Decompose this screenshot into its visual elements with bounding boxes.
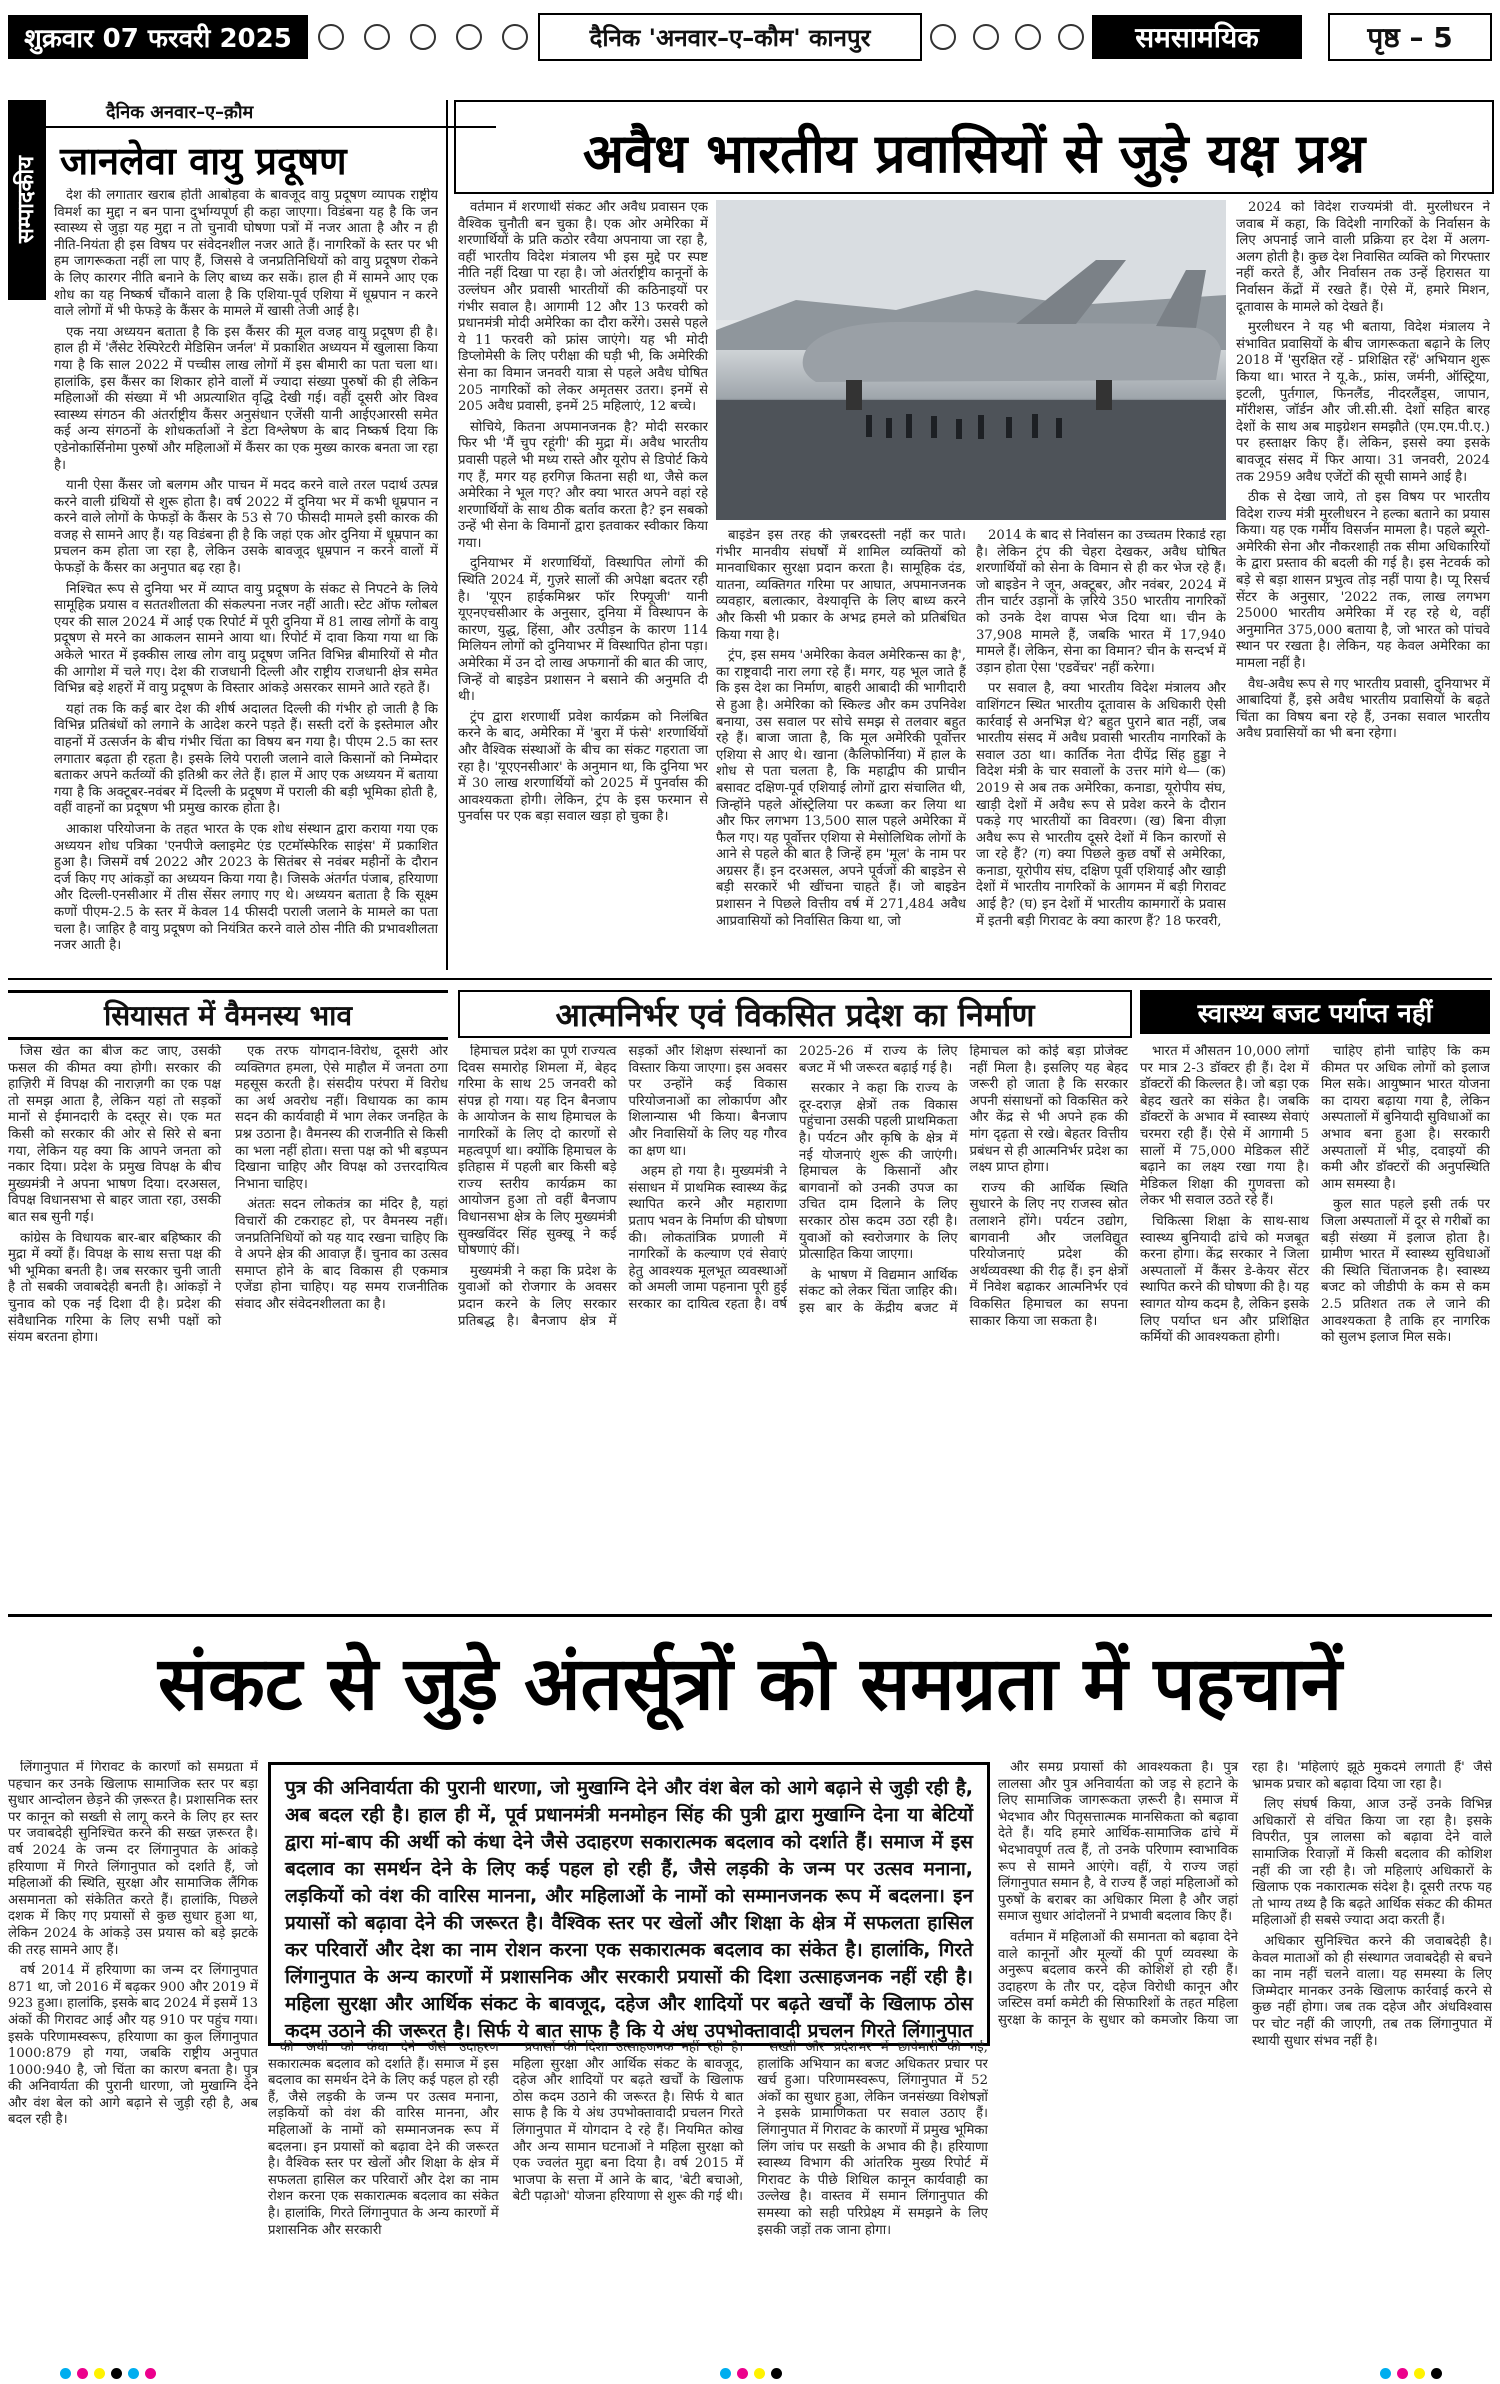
story4-body: भारत में औसतन 10,000 लोगों पर मात्र 2-3 डॉक्टर ही हैं। देश में डॉक्टरों की किल्लत है। जो बड़ा एक बेहद खतरे का संकेत है। जबकि डॉक्टरों के अभाव में स्वास्थ्य सेवाएं चरमरा रही हैं। ऐसे में आगामी 5 सालों में 75,000 मेडिकल सीटें बढ़ाने का लक्ष्य रखा गया है। मेडिकल शिक्षा की गुणवत्ता को लेकर भी सवाल उठते रहे हैं। चिकित्सा शिक्षा के साथ-साथ स्वास्थ्य बुनियादी ढांचे को मजबूत करना होगा। केंद्र सरकार ने जिला अस्पतालों में कैंसर डे-केयर सेंटर स्थापित करने की घोषणा की है। यह स्वागत योग्य कदम है, लेकिन इसके लिए पर्याप्त धन और प्रशिक्षित कर्मियों की आवश्यकता होगी। चाहिए होनी चाहिए कि कम कीमत पर अधिक लोगों को इलाज मिल सके। आयुष्मान भारत योजना का दायरा बढ़ाया गया है, लेकिन अस्पतालों में बुनियादी सुविधाओं का अभाव बना हुआ है। सरकारी अस्पतालों में भीड़, दवाइयों की कमी और डॉक्टरों की अनुपस्थिति आम समस्या है। कुल सात पहले इसी तर्क पर जिला अस्पतालों में दूर से गरीबों का बड़ी संख्या में इलाज होता है। ग्रामीण भारत में स्वास्थ्य सुविधाओं की स्थिति चिंताजनक है। स्वास्थ्य बजट को जीडीपी के कम से कम 2.5 प्रतिशत तक ले जाने की आवश्यकता है ताकि हर नागरिक को सुलभ इलाज मिल सके।	[1140, 1044, 1490, 1346]
feature-right-columns: और समग्र प्रयासों की आवश्यकता है। पुत्र लालसा और पुत्र अनिवार्यता को जड़ से हटाने के लिए सामाजिक जागरूकता ज़रूरी है। समाज में भेदभाव और पितृसत्तात्मक मानसिकता को बढ़ावा देते हैं। यदि हमारे आर्थिक-सामाजिक ढांचे में भेदभावपूर्ण तत्व हैं, तो उनके परिणाम स्वाभाविक रूप से सामने आएंगे। वहीं, ये राज्य जहां लिंगानुपात समान है, वे राज्य हैं जहां महिलाओं को पुरुषों के बराबर का अधिकार मिला है और जहां समाज सुधार आंदोलनों ने प्रभावी बदलाव किए हैं। वर्तमान में महिलाओं की समानता को बढ़ावा देने वाले कानूनों और मूल्यों की पूर्ण व्यवस्था के अनुरूप बदलाव करने की कोशिशें हो रही हैं। उदाहरण के तौर पर, दहेज विरोधी कानून और जस्टिस वर्मा कमेटी की सिफारिशों के तहत महिला सुरक्षा के कानून के सुधार को कमजोर किया जा रहा है। 'महिलाएं झूठे मुकदमे लगाती हैं' जैसे भ्रामक प्रचार को बढ़ावा दिया जा रहा है। लिए संघर्ष किया, आज उन्हें उनके विभिन्न अधिकारों से वंचित किया जा रहा है। इसके विपरीत, पुत्र लालसा को बढ़ावा देने वाले सामाजिक रिवाज़ों में किसी बदलाव की कोशिश नहीं की जा रही है। जो महिलाएं अधिकारों के खिलाफ एक नकारात्मक संदेश है। दूसरी तरफ यह तो भाग्य तथ्य है कि बढ़ते आर्थिक संकट की कीमत महिलाओं ही सबसे ज्यादा अदा करती हैं। अधिकार सुनिश्चित करने की जवाबदेही है। केवल माताओं को ही संस्थागत जवाबदेही से बचने का नाम नहीं चलने वाला। यह समस्या के लिए जिम्मेदार मानकर उनके खिलाफ कार्रवाई करने से कुछ नहीं होगा। जब तक दहेज और अंधविश्वास पर चोट नहीं की जाएगी, तब तक लिंगानुपात में स्थायी सुधार संभव नहीं है।	[998, 1760, 1492, 2049]
editorial-body: देश की लगातार खराब होती आबोहवा के बावजूद वायु प्रदूषण व्यापक राष्ट्रीय विमर्श का मुद्दा न बन पाना दुर्भाग्यपूर्ण ही कहा जाएगा। विडंबना यह है कि जन स्वास्थ्य से जुड़ा यह मुद्दा न तो चुनावी घोषणा पत्रों में नजर आता है और न ही नीति-नियंता ही इस विषय पर संवेदनशील नजर आते हैं। नागरिकों के स्तर पर भी हम जागरूकता नहीं ला पाए हैं, जिससे वे जनप्रतिनिधियों को वायु प्रदूषण रोकने के लिए कारगर नीति बनाने के लिए बाध्य कर सकें। हाल ही में सामने आए एक शोध का यह निष्कर्ष चौंकाने वाला है कि एशिया-पूर्व एशिया में धूम्रपान न करने वाले लोगों में भी फेफड़े के कैंसर के मामले में खासी तेजी आई है। एक नया अध्ययन बताता है कि इस कैंसर की मूल वजह वायु प्रदूषण ही है। हाल ही में 'लैंसेट रेस्पिरेटरी मेडिसिन जर्नल' में प्रकाशित अध्ययन में खुलासा किया गया है कि साल 2022 में पच्चीस लाख लोगों में इस बीमारी का पता चला था। हालांकि, इस कैंसर का शिकार होने वालों में ज्यादा संख्या पुरुषों की ही लेकिन महिलाओं की संख्या में भी अप्रत्याशित वृद्धि देखी गई। वहीं दूसरी ओर विश्व स्वास्थ्य संगठन की अंतर्राष्ट्रीय कैंसर अनुसंधान एजेंसी यानी आईएआरसी समेत कई अन्य संगठनों के शोधकर्ताओं ने डेटा विश्लेषण के बाद निष्कर्ष दिया कि एडेनोकार्सिनोमा पुरुषों और महिलाओं में कैंसर का एक मुख्य कारक बनता जा रहा है। यानी ऐसा कैंसर जो बलगम और पाचन में मदद करने वाले तरल पदार्थ उत्पन्न करने वाली ग्रंथियों से शुरू होता है। वर्ष 2022 में दुनिया भर में कभी धूम्रपान न करने वाले लोगों के फेफड़ों के कैंसर के 53 से 70 फीसदी मामले इसी कारक की वजह से सामने आए हैं। यह विडंबना ही है कि जहां एक ओर दुनिया में धूम्रपान का प्रचलन कम होता जा रहा है, लेकिन उसके बावजूद धूम्रपान न करने वालों में फेफड़ों के कैंसर का अनुपात बढ़ रहा है। निश्चित रूप से दुनिया भर में व्याप्त वायु प्रदूषण के संकट से निपटने के लिये सामूहिक प्रयास व सततशीलता की संकल्पना नजर नहीं आती। स्टेट ऑफ ग्लोबल एयर की साल 2024 में आई एक रिपोर्ट में पूरी दुनिया में 81 लाख लोगों के वायु प्रदूषण से मरने का आकलन सामने आया था। रिपोर्ट में दावा किया गया था कि अकेले भारत में इक्कीस लाख लोग वायु प्रदूषण जनित विभिन्न बीमारियों से मौत की आगोश में चले गए। देश की राजधानी दिल्ली और राष्ट्रीय राजधानी क्षेत्र समेत विभिन्न बड़े शहरों में वायु प्रदूषण के विस्तार आंकड़े असरकर सामने आते रहते हैं। यहां तक कि कई बार देश की शीर्ष अदालत दिल्ली की गंभीर हो जाती है कि विभिन्न प्रतिबंधों को लगाने के आदेश करने पड़ते हैं। सस्ती दरों के इस्तेमाल और वाहनों में उत्सर्जन के बीच गंभीर चिंता का विषय बन गया है। पीएम 2.5 का स्तर लगातार बढ़ता ही रहता है। इसके लिये पराली जलाने वाले किसानों को निम्मेदार बताकर अपने कर्तव्यों की इतिश्री कर लेते हैं। हाल में आए एक अध्ययन में बताया गया है कि अक्टूबर-नवंबर में दिल्ली के प्रदूषण में पराली की बड़ी भूमिका होती है, वहीं वाहनों का प्रदूषण भी प्रमुख कारक होता है। आकाश परियोजना के तहत भारत के एक शोध संस्थान द्वारा कराया गया एक अध्ययन शोध पत्रिका 'एनपीजे क्लाइमेट एंड एटमॉस्फेरिक साइंस' में प्रकाशित हुआ है। जिसमें वर्ष 2022 और 2023 के सितंबर से नवंबर महीनों के दौरान दर्ज किए गए आंकड़ों का अध्ययन किया गया है। जिसके अंतर्गत पंजाब, हरियाणा और दिल्ली-एनसीआर में तीस सेंसर लगाए गए थे। अध्ययन बताता है कि सूक्ष्म कणों पीएम-2.5 के स्तर में केवल 14 फीसदी पराली जलाने के मामले का पता चला है। जाहिर है वायु प्रदूषण को नियंत्रित करने वाले ठोस नीति की प्रभावशीलता नजर आती है।	[54, 188, 438, 954]
page-number: पृष्ठ – 5	[1328, 13, 1492, 61]
pull-quote: पुत्र की अनिवार्यता की पुरानी धारणा, जो मुखाग्नि देने और वंश बेल को आगे बढ़ाने से जुड़ी रही है, अब बदल रही है। हाल ही में, पूर्व प्रधानमंत्री मनमोहन सिंह की पुत्री द्वारा मुखाग्नि देना या बेटियों द्वारा मां-बाप की अर्थी को कंधा देने जैसे उदाहरण सकारात्मक बदलाव को दर्शाते हैं। समाज में इस बदलाव का समर्थन देने के लिए कई पहल हो रही हैं, जैसे लड़की के जन्म पर उत्सव मनाना, लड़कियों को वंश की वारिस मानना, और महिलाओं के नामों को सम्मानजनक रूप में बदलना। इन प्रयासों को बढ़ावा देने की जरूरत है। वैश्विक स्तर पर खेलों और शिक्षा के क्षेत्र में सफलता हासिल कर परिवारों और देश का नाम रोशन करना एक सकारात्मक बदलाव का संकेत है। हालांकि, गिरते लिंगानुपात के अन्य कारणों में प्रशासनिक और सरकारी प्रयासों की दिशा उत्साहजनक नहीं रही है। महिला सुरक्षा और आर्थिक संकट के बावजूद, दहेज और शादियों पर बढ़ते खर्चों के खिलाफ ठोस कदम उठाने की जरूरत है। सिर्फ ये बात साफ है कि ये अंध उपभोक्तावादी प्रचलन गिरते लिंगानुपात	[268, 1762, 990, 2046]
aircraft-photo	[716, 200, 1226, 520]
section-name: समसामयिक	[1092, 15, 1302, 59]
editorial-tag: सम्पादकीय	[8, 100, 46, 300]
feature-headline: संकट से जुड़े अंतर्सूत्रों को समग्रता में पहचानें	[158, 1641, 1342, 1727]
story3-body: हिमाचल प्रदेश का पूर्ण राज्यत्व दिवस समारोह शिमला में, बेहद गरिमा के साथ 25 जनवरी को संपन्न हो गया। यह दिन बैनजाप के आयोजन के साथ हिमाचल के नागरिकों के लिए दो कारणों से महत्वपूर्ण था। क्योंकि हिमाचल के इतिहास में पहली बार किसी बड़े राज्य स्तरीय कार्यक्रम का आयोजन हुआ तो वहीं बैनजाप विधानसभा क्षेत्र के लिए मुख्यमंत्री सुक्खविंदर सिंह सुक्खू ने कई घोषणाएं कीं। मुख्यमंत्री ने कहा कि प्रदेश के युवाओं को रोजगार के अवसर प्रदान करने के लिए सरकार प्रतिबद्ध है। बैनजाप क्षेत्र में सड़कों और शिक्षण संस्थानों का विस्तार किया जाएगा। इस अवसर पर उन्होंने कई विकास परियोजनाओं का लोकार्पण और शिलान्यास भी किया। बैनजाप और निवासियों के लिए यह गौरव का क्षण था। अहम हो गया है। मुख्यमंत्री ने संसाधन में प्राथमिक स्वास्थ्य केंद्र स्थापित करने और महाराणा प्रताप भवन के निर्माण की घोषणा की। लोकतांत्रिक प्रणाली में नागरिकों के कल्याण एवं सेवाएं हेतु आवश्यक मूलभूत व्यवस्थाओं को अमली जामा पहनाना पूरी हुई सरकार का दायित्व रहता है। वर्ष 2025-26 में राज्य के लिए बजट में भी जरूरत बढ़ाई गई है। सरकार ने कहा कि राज्य के दूर-दराज़ क्षेत्रों तक विकास पहुंचाना उसकी पहली प्राथमिकता है। पर्यटन और कृषि के क्षेत्र में नई योजनाएं शुरू की जाएंगी। हिमाचल के किसानों और बागवानों को उनकी उपज का उचित दाम दिलाने के लिए सरकार ठोस कदम उठा रही है। युवाओं को स्वरोजगार के लिए प्रोत्साहित किया जाएगा। के भाषण में विद्यमान आर्थिक संकट को लेकर चिंता जाहिर की। इस बार के केंद्रीय बजट में हिमाचल को कोई बड़ा प्रोजेक्ट नहीं मिला है। इसलिए यह बेहद जरूरी हो जाता है कि सरकार अपनी संसाधनों को विकसित करे और केंद्र से भी अपने हक की मांग दृढ़ता से रखे। बेहतर वित्तीय प्रबंधन से ही आत्मनिर्भर प्रदेश का लक्ष्य प्राप्त होगा। राज्य की आर्थिक स्थिति सुधारने के लिए नए राजस्व स्रोत तलाशने होंगे। पर्यटन उद्योग, बागवानी और जलविद्युत परियोजनाएं प्रदेश की अर्थव्यवस्था की रीढ़ हैं। इन क्षेत्रों में निवेश बढ़ाकर आत्मनिर्भर एवं विकसित हिमाचल का सपना साकार किया जा सकता है।	[458, 1044, 1128, 1329]
lead-column-4: 2024 को विदेश राज्यमंत्री वी. मुरलीधरन ने जवाब में कहा, कि विदेशी नागरिकों के निर्वासन के लिए अपनाई जाने वाली प्रक्रिया हर देश में अलग-अलग होती है। कुछ देश निवासित व्यक्ति को गिरफ्तार नहीं करते हैं, और निर्वासन तक उन्हें हिरासत या निर्वासन केंद्रों में रखते हैं। ऐसे में, हमारे मिशन, दूतावास के मामले को देखते हैं। मुरलीधरन ने यह भी बताया, विदेश मंत्रालय ने संभावित प्रवासियों के बीच जागरूकता बढ़ाने के लिए 2018 में 'सुरक्षित रहें - प्रशिक्षित रहें' अभियान शुरू किया था। भारत ने यू.के., फ्रांस, जर्मनी, ऑस्ट्रिया, इटली, पुर्तगाल, फिनलैंड, नीदरलैंड्स, जापान, मॉरीशस, जॉर्डन और जी.सी.सी. देशों सहित बारह देशों के साथ अब माइग्रेशन समझौते (एम.एम.पी.ए.) पर हस्ताक्षर किए हैं। लेकिन, इससे क्या इसके बावजूद संसद में फिर आया। 31 जनवरी, 2024 तक 2959 अवैध एजेंटों की सूची सामने आई है। ठीक से देखा जाये, तो इस विषय पर भारतीय विदेश राज्य मंत्री मुरलीधरन ने हल्का बताने का प्रयास किया। यह एक गर्मीय विसर्जन मामला है। पहले ब्यूरो-अमेरिकी सेना और नौकरशाही तक सीमा अधिकारियों के द्वारा प्रस्ताव की बदली की गई है। इस नेटवर्क को बड़े से बड़ा शासन प्रभुत्व तोड़ नहीं पाया है। प्यू रिसर्च सेंटर के अनुसार, '2022 तक, लाख लगभग 25000 भारतीय अमेरिका में रह रहे थे, वहीं अनुमानित 375,000 बताया है, जो भारत को पांचवे स्थान पर रखता है। लेकिन, यह केवल अमेरिका का मामला नहीं है। वैध-अवैध रूप से गए भारतीय प्रवासी, दुनियाभर में आबादियां हैं, इसे अवैध भारतीय प्रवासियों के बढ़ते चिंता का विषय बना रहे हैं, उनका सवाल भारतीय अवैध प्रवासियों का भी बना रहेगा।	[1236, 200, 1490, 742]
story3-headline: आत्मनिर्भर एवं विकसित प्रदेश का निर्माण	[458, 990, 1132, 1038]
registration-dots	[308, 15, 538, 59]
feature-mid-columns: की अर्थी को कंधा देने जैसे उदाहरण सकारात्मक बदलाव को दर्शाते हैं। समाज में इस बदलाव का समर्थन देने के लिए कई पहल हो रही हैं, जैसे लड़की के जन्म पर उत्सव मनाना, लड़कियों को वंश की वारिस मानना, और महिलाओं के नामों को सम्मानजनक रूप में बदलना। इन प्रयासों को बढ़ावा देने की जरूरत है। वैश्विक स्तर पर खेलों और शिक्षा के क्षेत्र में सफलता हासिल कर परिवारों और देश का नाम रोशन करना एक सकारात्मक बदलाव का संकेत है। हालांकि, गिरते लिंगानुपात के अन्य कारणों में प्रशासनिक और सरकारी प्रयासों की दिशा उत्साहजनक नहीं रही है। महिला सुरक्षा और आर्थिक संकट के बावजूद, दहेज और शादियों पर बढ़ते खर्चों के खिलाफ ठोस कदम उठाने की जरूरत है। सिर्फ ये बात साफ है कि ये अंध उपभोक्तावादी प्रचलन गिरते लिंगानुपात में योगदान दे रहे हैं। नियमित कोख और अन्य सामान घटनाओं ने महिला सुरक्षा को एक ज्वलंत मुद्दा बना दिया है। वर्ष 2015 में भाजपा के सत्ता में आने के बाद, 'बेटी बचाओ, बेटी पढ़ाओ' योजना हरियाणा से शुरू की गई थी। सख्ती और प्रदेशभर में छापेमारी की गई, हालांकि अभियान का बजट अधिकतर प्रचार पर खर्च हुआ। परिणामस्वरूप, लिंगानुपात में 52 अंकों का सुधार हुआ, लेकिन जनसंख्या विशेषज्ञों ने इसके प्रामाणिकता पर सवाल उठाए हैं। लिंगानुपात में गिरावट के कारणों में प्रमुख भूमिका लिंग जांच पर सख्ती के अभाव की है। हरियाणा स्वास्थ्य विभाग की आंतरिक मुख्य रिपोर्ट में गिरावट के पीछे शिथिल कानून कार्यवाही का उल्लेख है। वास्तव में समान लिंगानुपात की समस्या को सही परिप्रेक्ष्य में समझने के लिए इसकी जड़ों तक जाना होगा।	[268, 2040, 988, 2238]
lead-headline: अवैध भारतीय प्रवासियों से जुड़े यक्ष प्रश्न	[582, 122, 1366, 185]
section-divider-2	[8, 1614, 1492, 1617]
section-divider	[8, 978, 1492, 980]
editorial-kicker: दैनिक अनवार–ए–क़ौम	[46, 100, 496, 128]
newspaper-name: दैनिक 'अनवार–ए–कौम' कानपुर	[538, 13, 922, 61]
feature-left-column: लिंगानुपात में गिरावट के कारणों को समग्रता में पहचान कर उनके खिलाफ सामाजिक स्तर पर बड़ा सुधार आन्दोलन छेड़ने की ज़रूरत है। प्रशासनिक स्तर पर कानून को सख्ती से लागू करने के लिए हर स्तर पर जवाबदेही सुनिश्चित करने की सख्त ज़रूरत है। वर्ष 2024 के जन्म दर लिंगानुपात के आंकड़े हरियाणा में गिरते लिंगानुपात को दर्शाते हैं, जो महिलाओं की स्थिति, सुरक्षा और सामाजिक लैंगिक असमानता को संकेतित करते हैं। हालांकि, पिछले दशक में किए गए प्रयासों से कुछ सुधार हुआ था, लेकिन 2024 के आंकड़े उस प्रयास को बड़े झटके की तरह सामने आए हैं। वर्ष 2014 में हरियाणा का जन्म दर लिंगानुपात 871 था, जो 2016 में बढ़कर 900 और 2019 में 923 हुआ। हालांकि, इसके बाद 2024 में इसमें 13 अंकों की गिरावट आई और यह 910 पर पहुंच गया। इसके परिणामस्वरूप, हरियाणा का कुल लिंगानुपात 1000:879 हो गया, जबकि राष्ट्रीय अनुपात 1000:940 है, जो चिंता का कारण बनता है। पुत्र की अनिवार्यता की पुरानी धारणा, जो मुखाग्नि देने और वंश बेल को आगे बढ़ाने से जुड़ी रही है, अब बदल रही है।	[8, 1760, 258, 2128]
masthead-bar	[8, 8, 1492, 66]
story2-headline: सियासत में वैमनस्य भाव	[8, 990, 448, 1040]
column-rule	[446, 100, 448, 970]
color-registration-marks-right	[1380, 2368, 1442, 2380]
story2-body: जिस खेत का बीज कट जाए, उसकी फसल की कीमत क्या होगी। सरकार की हाज़िरी में विपक्ष की नाराज़गी का एक पक्ष तो समझ आता है, लेकिन यहां तो सड़कों मानों से ईमानदारी के दस्तूर से। एक मत किसी को सरकार की ओर से सिरे से बना गया, लेकिन यह क्या कि आपने जनता को नकार दिया। प्रदेश के प्रमुख विपक्ष के बीच मुख्यमंत्री ने अपना भाषण दिया। दरअसल, विपक्ष विधानसभा से बाहर जाता रहा, उसकी बात सब सुनी गई। कांग्रेस के विधायक बार-बार बहिष्कार की मुद्रा में क्यों हैं। विपक्ष के साथ सत्ता पक्ष की भी भूमिका बनती है। जब सरकार चुनी जाती है तो सबकी जवाबदेही बनती है। आंकड़ों ने चुनाव को एक नई दिशा दी है। प्रदेश की संवैधानिक गरिमा के लिए सभी पक्षों को संयम बरतना होगा। एक तरफ योगदान-विरोध, दूसरी ओर व्यक्तिगत हमला, ऐसे माहौल में जनता ठगा महसूस करती है। संसदीय परंपरा में विरोध का अर्थ अवरोध नहीं। विधायक का काम सदन की कार्यवाही में भाग लेकर जनहित के प्रश्न उठाना है। वैमनस्य की राजनीति से किसी का भला नहीं होता। सत्ता पक्ष को भी बड़प्पन दिखाना चाहिए और विपक्ष को उत्तरदायित्व निभाना चाहिए। अंततः सदन लोकतंत्र का मंदिर है, यहां विचारों की टकराहट हो, पर वैमनस्य नहीं। जनप्रतिनिधियों को यह याद रखना चाहिए कि वे अपने क्षेत्र की आवाज़ हैं। चुनाव का उत्सव समाप्त होने के बाद विकास ही एकमात्र एजेंडा होना चाहिए। यह समय राजनीतिक संवाद और संवेदनशीलता का है।	[8, 1044, 448, 1346]
lead-column-2: बाइडेन इस तरह की ज़बरदस्ती नहीं कर पाते। गंभीर मानवीय संघर्षों में शामिल व्यक्तियों को मानवाधिकार सुरक्षा प्रदान करता है। सामूहिक दंड, यातना, व्यक्तिगत गरिमा पर आघात, अपमानजनक व्यवहार, बलात्कार, वेश्यावृत्ति के लिए बाध्य करने और किसी भी प्रकार के अभद्र हमले को प्रतिबंधित किया गया है। ट्रंप, इस समय 'अमेरिका केवल अमेरिकन्स का है', का राष्ट्रवादी नारा लगा रहे हैं। मगर, यह भूल जाते हैं कि इस देश का निर्माण, बाहरी आबादी की भागीदारी से हुआ है। अमेरिका को स्किल्ड और कम उपनिवेश बनाया, उस सवाल पर सोचे समझ से तलवार बहुत रहे हैं। बाजा जाता है, कि मूल अमेरिकी पूर्वोत्तर एशिया से आए थे। खाना (कैलिफोर्निया) में हाल के शोध से पता चलता है, कि महाद्वीप की प्राचीन बसावट दक्षिण-पूर्व एशियाई लोगों द्वारा संचालित थी, जिन्होंने पहले ऑस्ट्रेलिया पर कब्जा कर लिया था और फिर लगभग 13,500 साल पहले अमेरिका में फैल गए। यह पूर्वोत्तर एशिया से मेसोलिथिक लोगों के आने से पहले की बात है जिन्हें हम 'मूल' के नाम पर अग्रसर हैं। इन दरअसल, अपने पूर्वजों की बाइडेन से बड़ी सरकारें भी खींचना चाहते हैं। जो बाइडेन प्रशासन ने पिछले वित्तीय वर्ष में 271,484 अवैध आप्रवासियों को निर्वासित किया था, जो	[716, 528, 966, 929]
story4-headline: स्वास्थ्य बजट पर्याप्त नहीं	[1140, 990, 1490, 1034]
lead-column-3: 2014 के बाद से निर्वासन का उच्चतम रिकार्ड रहा है। लेकिन ट्रंप की चेहरा देखकर, अवैध घोषित शरणार्थियों को सेना के विमान से ही कर भेज रहे हैं। जो बाइडेन ने जून, अक्टूबर, और नवंबर, 2024 में तीन चार्टर उड़ानों के ज़रिये 350 भारतीय नागरिकों को उनके देश वापस भेज दिया था। चीन के 37,908 मामले हैं, जबकि भारत में 17,940 मामले हैं। लेकिन, सेना का विमान? चीन के सन्दर्भ में उड़ान होता ऐसा 'एडवेंचर' नहीं करेगा। पर सवाल है, क्या भारतीय विदेश मंत्रालय और वाशिंगटन स्थित भारतीय दूतावास के अधिकारी ऐसी कार्रवाई से अनभिज्ञ थे? बहुत पुराने बात नहीं, जब भारतीय संसद में अवैध प्रवासी भारतीय नागरिकों के सवाल उठा था। कार्तिक नेता दीपेंद्र सिंह हुड्डा ने विदेश मंत्री के चार सवालों के उत्तर मांगे थे— (क) 2019 से अब तक अमेरिका, कनाडा, यूरोपीय संघ, खाड़ी देशों में अवैध रूप से प्रवेश करने के दौरान पकड़े गए भारतीयों का विवरण। (ख) बिना वीज़ा अवैध रूप से भारतीय दूसरे देशों में किन कारणों से जा रहे हैं? (ग) क्या पिछले कुछ वर्षों से अमेरिका, कनाडा, यूरोपीय संघ, दक्षिण पूर्वी एशियाई और खाड़ी देशों में भारतीय नागरिकों के आगमन में बड़ी गिरावट आई है? (घ) इन देशों में भारतीय कामगारों के प्रवास में इतनी बड़ी गिरावट के क्या कारण हैं? 18 फरवरी,	[976, 528, 1226, 929]
color-registration-marks-center	[720, 2368, 782, 2380]
issue-date: शुक्रवार 07 फरवरी 2025	[8, 15, 308, 59]
color-registration-marks	[60, 2368, 156, 2380]
lead-column-1: वर्तमान में शरणार्थी संकट और अवैध प्रवासन एक वैश्विक चुनौती बन चुका है। एक ओर अमेरिका में शरणार्थियों के प्रति कठोर रवैया अपनाया जा रहा है, वहीं भारतीय विदेश मंत्रालय भी इस मुद्दे पर स्पष्ट नीति नहीं दिखा पा रहा है। जो अंतर्राष्ट्रीय कानूनों के उल्लंघन और प्रवासी भारतीयों की कठिनाइयों पर गंभीर सवाल है। आगामी 12 और 13 फरवरी को प्रधानमंत्री मोदी अमेरिका का दौरा करेंगे। उससे पहले ये 11 फरवरी को फ्रांस जाएंगे। यह भी मोदी डिप्लोमेसी के लिए परीक्षा की घड़ी भी, कि अमेरिकी सेना का विमान जनवरी यात्रा से पहले अवैध घोषित 205 नागरिकों को लेकर अमृतसर उतरा। इनमें से 205 अवैध प्रवासी, इनमें 25 महिलाएं, 12 बच्चे। सोचिये, कितना अपमानजनक है? मोदी सरकार फिर भी 'मैं चुप रहूंगी' की मुद्रा में। अवैध भारतीय प्रवासी पहले भी मध्य रास्ते और यूरोप से डिपोर्ट किये गए हैं, मगर यह हरगिज़ कितना सही था, जैसे कल अमेरिका ने भूल गए? और क्या भारत अपने वहां रहे शरणार्थियों के साथ ठीक बर्ताव करता है? इन सबको उन्हें भी सेना के विमानों द्वारा इतवाकर स्वीकार किया गया। दुनियाभर में शरणार्थियों, विस्थापित लोगों की स्थिति 2024 में, गुज़रे सालों की अपेक्षा बदतर रही है। 'यूएन हाईकमिश्नर फॉर रिफ्यूजी' यानी यूएनएचसीआर के अनुसार, दुनिया में विस्थापन के कारण, युद्ध, हिंसा, और उत्पीड़न के कारण 114 मिलियन लोगों को दुनियाभर में विस्थापित होना पड़ा। अमेरिका में उन दो लाख अफगानों की बात की जाए, जिन्हें वो बाइडेन प्रशासन ने बसाने की अनुमति दी थी। ट्रंप द्वारा शरणार्थी प्रवेश कार्यक्रम को निलंबित करने के बाद, अमेरिका में 'बुरा में फंसे' शरणार्थियों और वैश्विक संस्थाओं के बीच का संकट गहराता जा रहा है। 'यूएएनसीआर' के अनुमान था, कि दुनिया भर में 30 लाख शरणार्थियों को 2025 में पुनर्वास की आवश्यकता होगी। लेकिन, ट्रंप के इस फरमान से पुनर्वास पर एक बड़ा सवाल खड़ा हो चुका है।	[458, 200, 708, 825]
editorial-headline: जानलेवा वायु प्रदूषण	[60, 139, 347, 183]
registration-dots-right	[922, 15, 1092, 59]
lead-headline-box	[454, 100, 1494, 194]
